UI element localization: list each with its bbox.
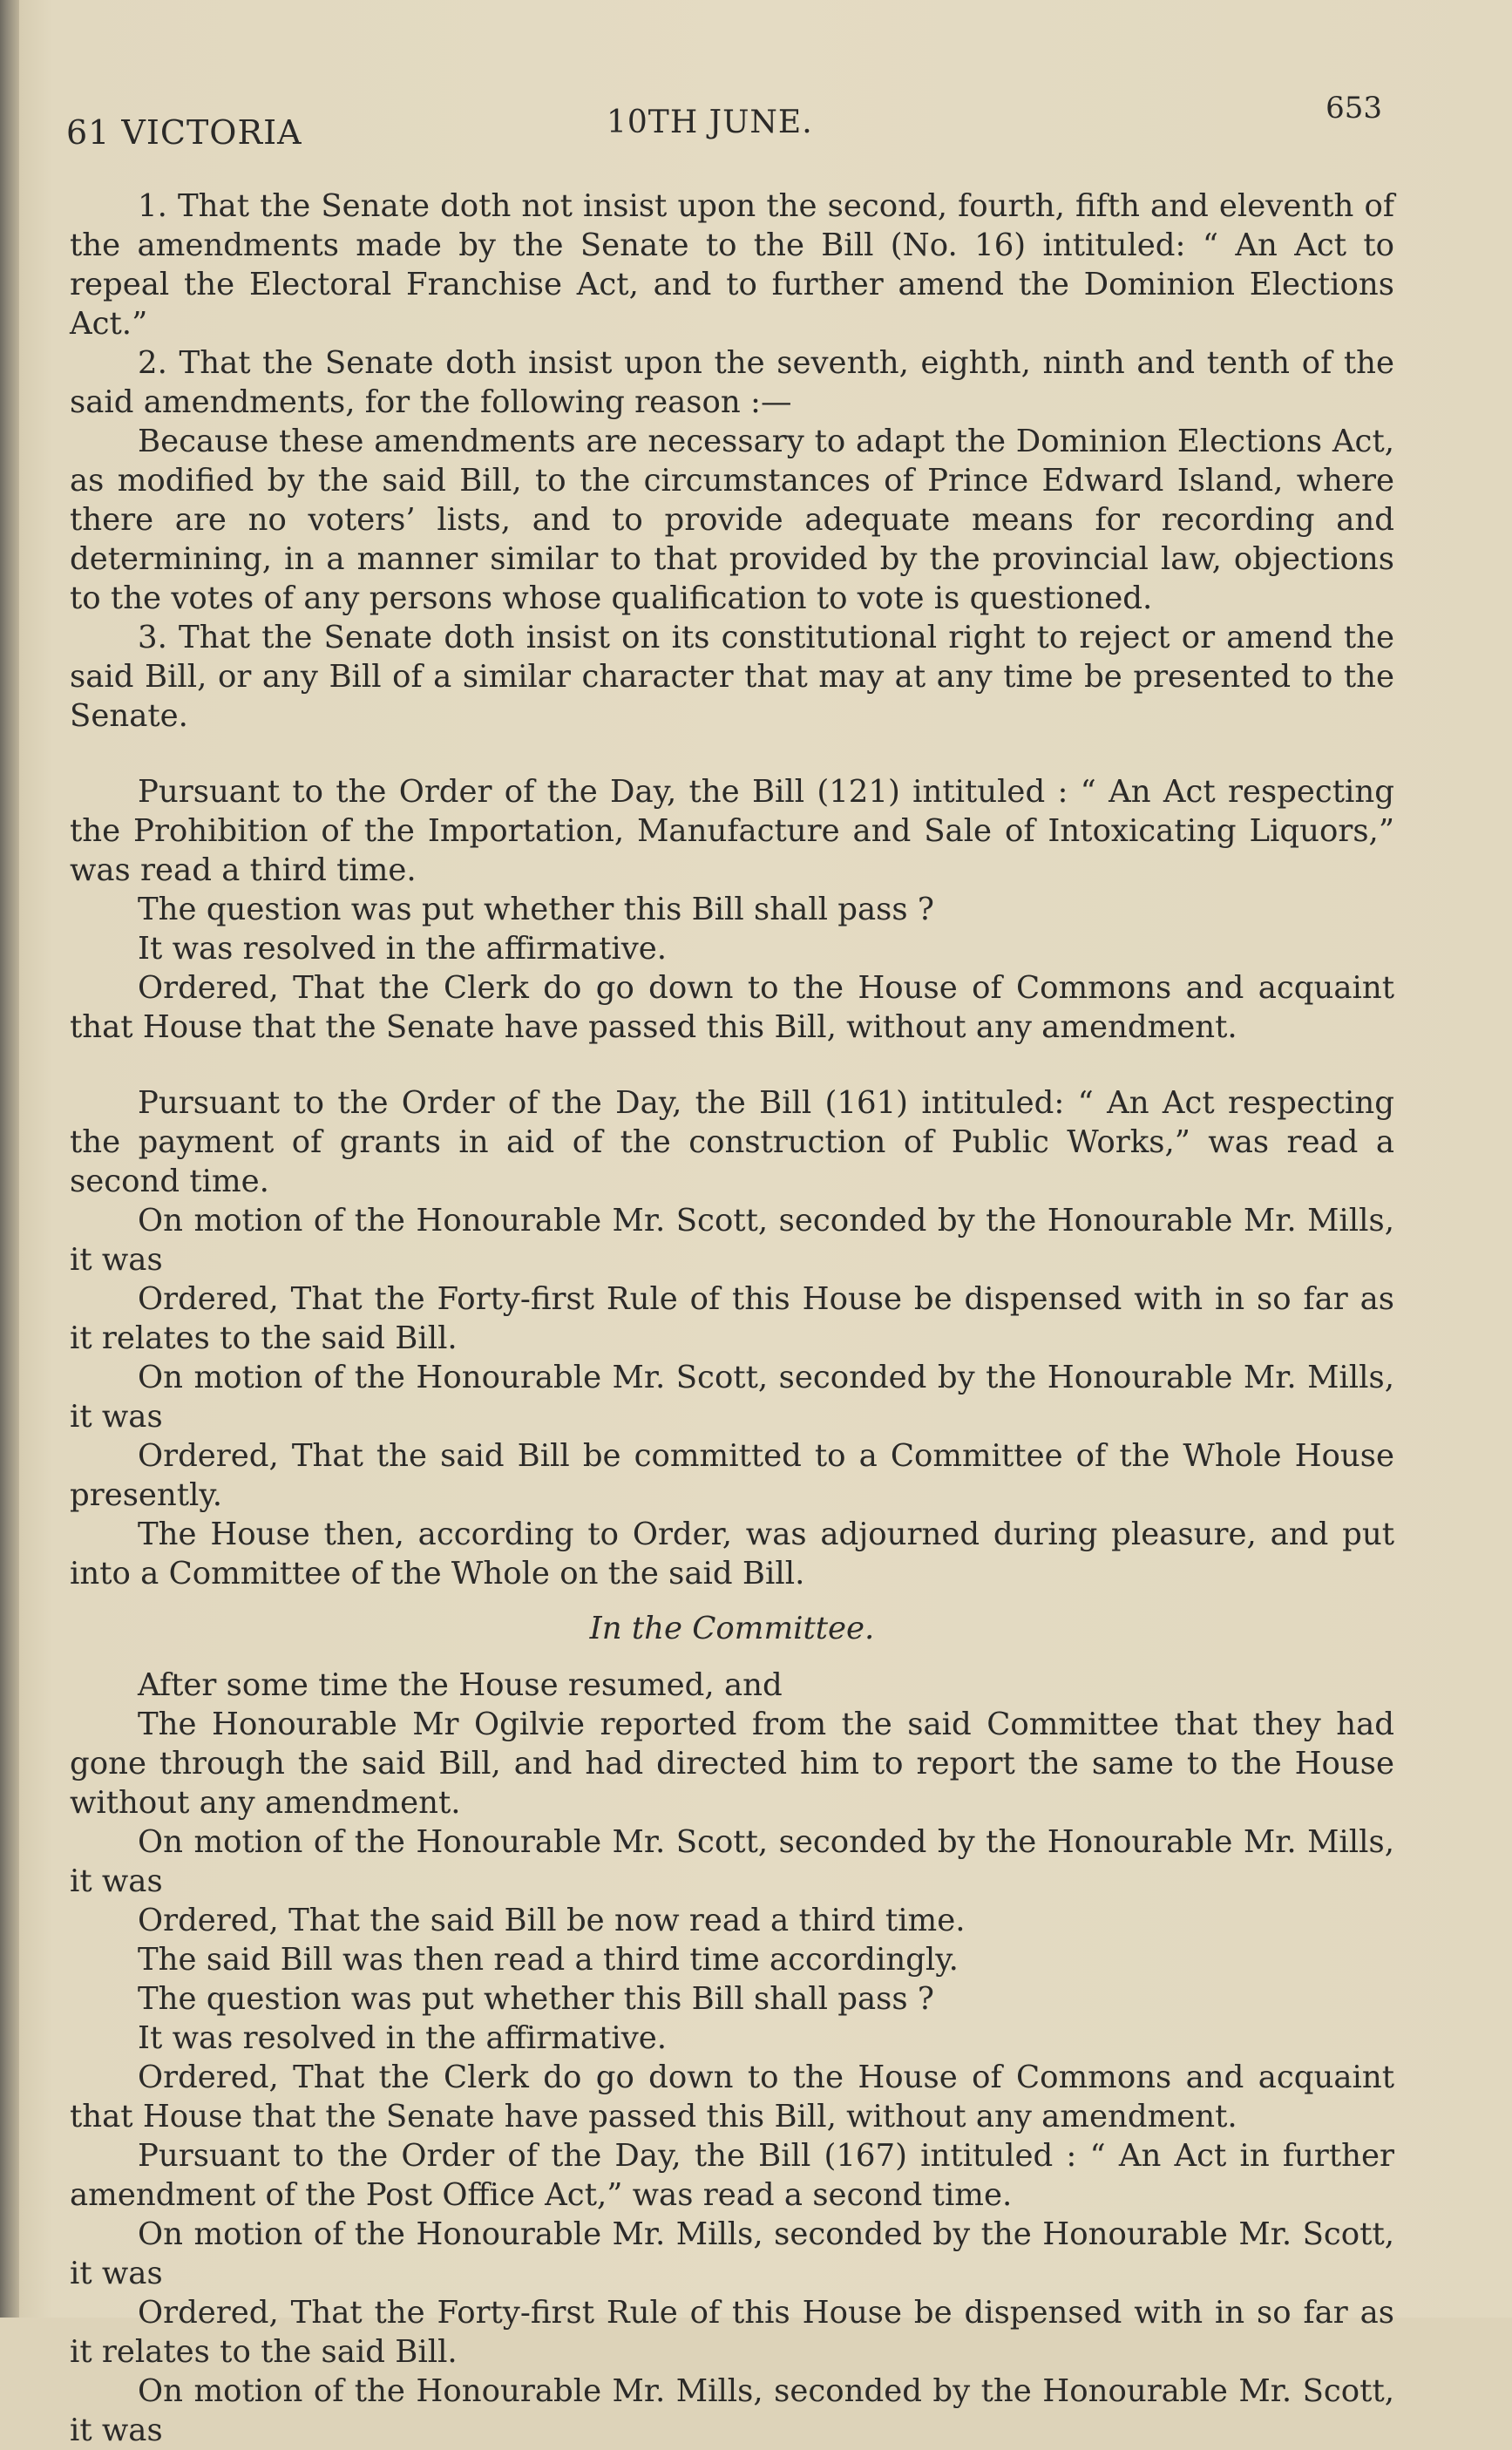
page-header	[66, 91, 1382, 155]
paragraph: It was resolved in the affirmative.	[138, 2020, 668, 2056]
paragraph: The question was put whether this Bill shall pass ?	[138, 892, 934, 927]
paragraph: The question was put whether this Bill shall pass ?	[138, 1981, 934, 2017]
paragraph: On motion of the Honourable Mr. Scott, seconded by the Honourable Mr. Mills, it was	[70, 1824, 1394, 1899]
header-session: 61 VICTORIA	[66, 113, 302, 152]
paragraph: The House then, according to Order, was adjourned during pleasure, and put into a Committee of the Whole on the said Bill.	[70, 1517, 1394, 1591]
paragraph: 2. That the Senate doth insist upon the seventh, eighth, ninth and tenth of the said amendments, for the following reason :—	[70, 345, 1394, 420]
page-number: 653	[1326, 91, 1382, 126]
paragraph: On motion of the Honourable Mr. Scott, seconded by the Honourable Mr. Mills, it was	[70, 1203, 1394, 1278]
paragraph: 1. That the Senate doth not insist upon the second, fourth, fifth and eleventh of the amendments made by the Senate to the Bill (No. 16) intituled: “ An Act to repeal the Electoral Franchise Act, and to further amend the Dominion Elections Act.”	[70, 188, 1394, 342]
paragraph: Ordered, That the Clerk do go down to the House of Commons and acquaint that House that the Senate have passed this Bill, without any amendment.	[70, 2060, 1394, 2134]
paragraph: 3. That the Senate doth insist on its constitutional right to reject or amend the said Bill, or any Bill of a similar character that may at any time be presented to the Senate.	[70, 620, 1394, 734]
page-body	[70, 187, 1394, 2450]
paragraph: It was resolved in the affirmative.	[138, 931, 668, 967]
paragraph: Ordered, That the Forty-first Rule of this House be dispensed with in so far as it relates to the said Bill.	[70, 2295, 1394, 2370]
header-date: 10TH JUNE.	[607, 105, 813, 140]
paragraph: After some time the House resumed, and	[138, 1667, 783, 1703]
paragraph: Ordered, That the Clerk do go down to the House of Commons and acquaint that House that the Senate have passed this Bill, without any amendment.	[70, 970, 1394, 1045]
paragraph: Because these amendments are necessary to adapt the Dominion Elections Act, as modified by the said Bill, to the circumstances of Prince Edward Island, where there are no voters’ lists, and to provide adequate means for recording and determining, in a manner similar to that provided by the provincial law, objections to the votes of any persons whose qualification to vote is questioned.	[70, 424, 1394, 616]
paragraph: The Honourable Mr Ogilvie reported from the said Committee that they had gone through the said Bill, and had directed him to report the same to the House without any amendment.	[70, 1707, 1394, 1821]
paragraph: Pursuant to the Order of the Day, the Bill (161) intituled: “ An Act respecting the payment of grants in aid of the construction of Public Works,” was read a second time.	[70, 1085, 1394, 1199]
paragraph: On motion of the Honourable Mr. Scott, seconded by the Honourable Mr. Mills, it was	[70, 1360, 1394, 1435]
paragraph: Ordered, That the said Bill be now read a third time.	[138, 1903, 966, 1938]
paragraph: Pursuant to the Order of the Day, the Bill (121) intituled : “ An Act respecting the Prohibition of the Importation, Manufacture and Sale of Intoxicating Liquors,” was read a third time.	[70, 774, 1394, 888]
paragraph: The said Bill was then read a third time accordingly.	[138, 1942, 959, 1978]
paragraph: Ordered, That the said Bill be committed to a Committee of the Whole House presently.	[70, 1438, 1394, 1513]
paragraph: On motion of the Honourable Mr. Mills, seconded by the Honourable Mr. Scott, it was	[70, 2373, 1394, 2448]
section-heading-committee: In the Committee.	[589, 1611, 875, 1646]
book-spine-shadow	[0, 0, 19, 2318]
paragraph: On motion of the Honourable Mr. Mills, seconded by the Honourable Mr. Scott, it was	[70, 2216, 1394, 2291]
paragraph: Ordered, That the Forty-first Rule of this House be dispensed with in so far as it relates to the said Bill.	[70, 1281, 1394, 1356]
paragraph: Pursuant to the Order of the Day, the Bill (167) intituled : “ An Act in further amendment of the Post Office Act,” was read a second time.	[70, 2138, 1394, 2213]
